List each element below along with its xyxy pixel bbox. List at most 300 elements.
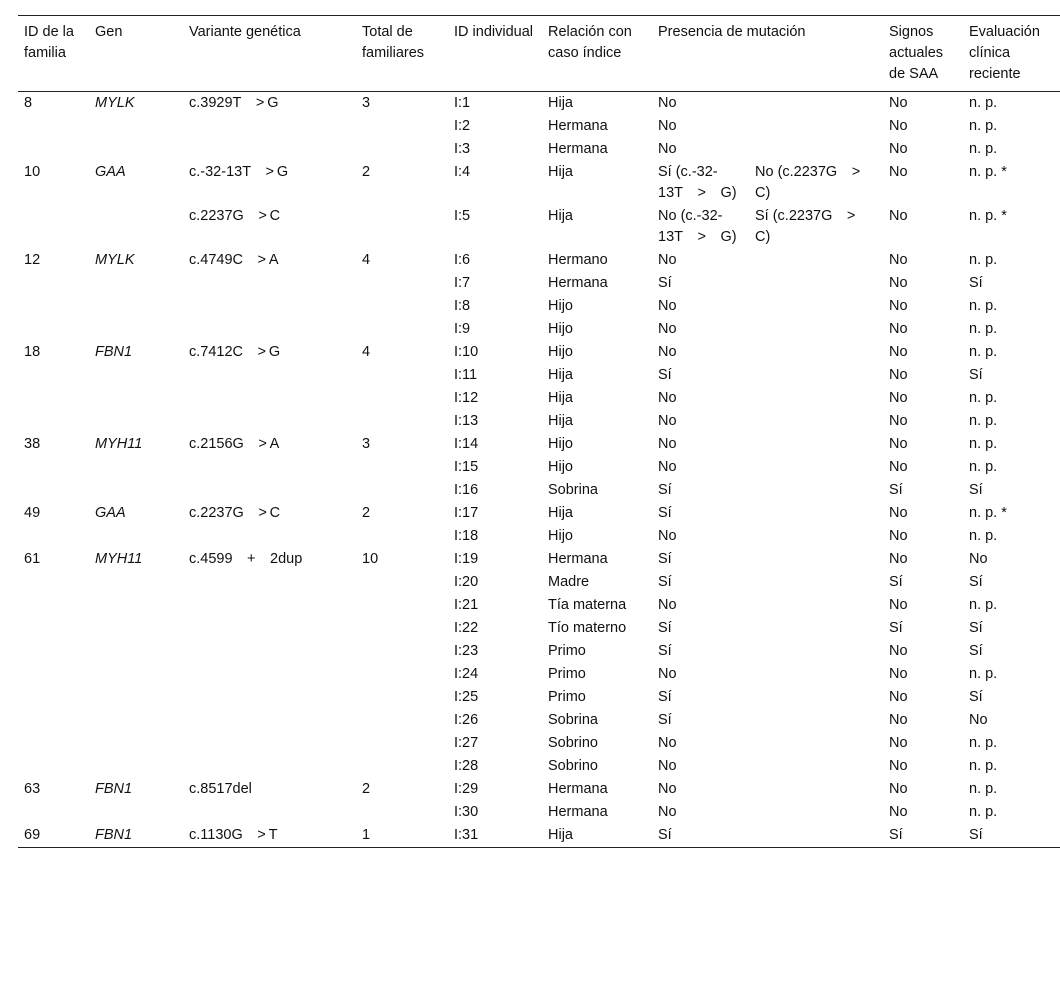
cell-variant: [183, 295, 356, 318]
cell-signs: No: [889, 321, 908, 337]
cell-total-relatives: 2: [362, 781, 371, 797]
cell-variant: [183, 387, 356, 410]
cell-mutation-second: [749, 617, 883, 640]
cell-total-relatives: 10: [362, 551, 379, 567]
table-row: [18, 824, 1060, 848]
cell-family-id: [18, 686, 89, 709]
cell-mutation: Sí: [658, 551, 672, 567]
cell-mutation-second: [749, 115, 883, 138]
table-row: [18, 92, 1060, 116]
cell-mutation: No: [658, 344, 677, 360]
cell-signs: No: [889, 275, 908, 291]
cell-gene: MYH11: [95, 436, 143, 452]
cell-mutation: No: [658, 390, 677, 406]
cell-evaluation: n. p.: [969, 252, 998, 268]
table-row: [18, 548, 1060, 571]
cell-relation: Hijo: [548, 344, 573, 360]
cell-relation: Hija: [548, 95, 573, 111]
cell-mutation-second: [749, 755, 883, 778]
cell-relation: Hija: [548, 208, 573, 224]
header-total-relatives: Total de familiares: [362, 24, 425, 61]
cell-mutation: No: [658, 758, 677, 774]
cell-mutation-second: [749, 709, 883, 732]
header-gene: Gen: [95, 24, 123, 40]
cell-family-id: [18, 295, 89, 318]
cell-signs: No: [889, 252, 908, 268]
cell-family-id: [18, 272, 89, 295]
cell-mutation: No: [658, 413, 677, 429]
cell-evaluation: n. p.: [969, 141, 998, 157]
cell-individual-id: I:13: [454, 413, 479, 429]
table-row: [18, 115, 1060, 138]
cell-evaluation: Sí: [969, 367, 983, 383]
cell-individual-id: I:23: [454, 643, 479, 659]
cell-evaluation: n. p.: [969, 436, 998, 452]
cell-gene: [89, 709, 183, 732]
cell-variant: [183, 755, 356, 778]
table-body: [18, 92, 1060, 848]
cell-total-relatives: 4: [362, 252, 371, 268]
cell-variant: [183, 272, 356, 295]
cell-signs: No: [889, 735, 908, 751]
cell-gene: [89, 364, 183, 387]
cell-family-id: 61: [24, 551, 41, 567]
cell-mutation-second: [749, 502, 883, 525]
cell-variant: [183, 686, 356, 709]
cell-family-id: 49: [24, 505, 41, 521]
cell-gene: [89, 594, 183, 617]
cell-total-relatives: [356, 594, 448, 617]
header-row: [18, 16, 1060, 92]
cell-evaluation: Sí: [969, 827, 983, 843]
cell-variant: c.8517del: [189, 781, 252, 797]
cell-relation: Hija: [548, 413, 573, 429]
cell-variant: [183, 479, 356, 502]
cell-family-id: [18, 663, 89, 686]
cell-total-relatives: [356, 479, 448, 502]
table-row: [18, 778, 1060, 801]
cell-variant: [183, 663, 356, 686]
cell-total-relatives: [356, 410, 448, 433]
cell-mutation-second: [749, 272, 883, 295]
cell-individual-id: I:18: [454, 528, 479, 544]
table-row: [18, 272, 1060, 295]
cell-mutation-second: [749, 341, 883, 364]
cell-signs: Sí: [889, 620, 903, 636]
cell-evaluation: n. p. *: [969, 164, 1007, 180]
cell-total-relatives: [356, 571, 448, 594]
cell-individual-id: I:7: [454, 275, 471, 291]
table-row: [18, 161, 1060, 205]
cell-evaluation: Sí: [969, 643, 983, 659]
cell-individual-id: I:2: [454, 118, 471, 134]
cell-mutation-second: [749, 801, 883, 824]
cell-total-relatives: 3: [362, 95, 371, 111]
cell-mutation: Sí: [658, 620, 672, 636]
cell-family-id: [18, 617, 89, 640]
cell-signs: Sí: [889, 574, 903, 590]
cell-family-id: [18, 138, 89, 161]
cell-family-id: 69: [24, 827, 41, 843]
cell-gene: [89, 318, 183, 341]
cell-evaluation: n. p.: [969, 298, 998, 314]
cell-variant: [183, 410, 356, 433]
cell-relation: Hermana: [548, 141, 608, 157]
table-row: [18, 433, 1060, 456]
cell-individual-id: I:28: [454, 758, 479, 774]
header-signs: Signos actuales de SAA: [889, 24, 944, 82]
cell-individual-id: I:6: [454, 252, 471, 268]
cell-mutation: No: [658, 528, 677, 544]
cell-variant: [183, 801, 356, 824]
cell-total-relatives: [356, 617, 448, 640]
cell-individual-id: I:19: [454, 551, 479, 567]
cell-relation: Hijo: [548, 436, 573, 452]
cell-relation: Hijo: [548, 298, 573, 314]
cell-mutation-second: [749, 594, 883, 617]
cell-relation: Hermana: [548, 551, 608, 567]
cell-individual-id: I:22: [454, 620, 479, 636]
cell-individual-id: I:15: [454, 459, 479, 475]
cell-relation: Hija: [548, 367, 573, 383]
cell-gene: GAA: [95, 505, 126, 521]
cell-individual-id: I:5: [454, 208, 471, 224]
cell-family-id: [18, 318, 89, 341]
cell-mutation: Sí (c.-32-13T > G): [658, 164, 737, 201]
cell-gene: FBN1: [95, 781, 133, 797]
table-row: [18, 205, 1060, 249]
cell-mutation-second: [749, 525, 883, 548]
cell-mutation: Sí: [658, 712, 672, 728]
table-row: [18, 318, 1060, 341]
cell-total-relatives: [356, 732, 448, 755]
cell-mutation: Sí: [658, 275, 672, 291]
cell-mutation-second: [749, 479, 883, 502]
cell-evaluation: n. p.: [969, 758, 998, 774]
cell-family-id: [18, 387, 89, 410]
cell-individual-id: I:31: [454, 827, 479, 843]
cell-signs: No: [889, 298, 908, 314]
cell-variant: c.4599 + 2dup: [189, 551, 303, 567]
cell-family-id: [18, 525, 89, 548]
cell-mutation: Sí: [658, 505, 672, 521]
header-evaluation: Evaluación clínica reciente: [969, 24, 1040, 82]
table-row: [18, 801, 1060, 824]
cell-signs: No: [889, 505, 908, 521]
cell-gene: [89, 801, 183, 824]
cell-family-id: [18, 755, 89, 778]
cell-total-relatives: [356, 295, 448, 318]
table-row: [18, 594, 1060, 617]
cell-mutation: No: [658, 118, 677, 134]
cell-individual-id: I:17: [454, 505, 479, 521]
cell-evaluation: Sí: [969, 275, 983, 291]
cell-variant: [183, 456, 356, 479]
cell-evaluation: Sí: [969, 574, 983, 590]
cell-total-relatives: [356, 663, 448, 686]
cell-evaluation: n. p.: [969, 459, 998, 475]
cell-mutation-second: [749, 92, 883, 116]
cell-individual-id: I:21: [454, 597, 479, 613]
cell-total-relatives: [356, 115, 448, 138]
cell-family-id: 38: [24, 436, 41, 452]
cell-family-id: [18, 732, 89, 755]
cell-relation: Madre: [548, 574, 590, 590]
cell-individual-id: I:30: [454, 804, 479, 820]
cell-individual-id: I:10: [454, 344, 479, 360]
cell-family-id: 12: [24, 252, 41, 268]
cell-total-relatives: 2: [362, 164, 371, 180]
cell-family-id: [18, 594, 89, 617]
cell-signs: No: [889, 413, 908, 429]
cell-signs: No: [889, 781, 908, 797]
cell-mutation: No: [658, 141, 677, 157]
cell-family-id: [18, 571, 89, 594]
table-row: [18, 387, 1060, 410]
table-row: [18, 709, 1060, 732]
cell-mutation: No: [658, 597, 677, 613]
cell-family-id: 10: [24, 164, 41, 180]
cell-individual-id: I:4: [454, 164, 471, 180]
table-row: [18, 732, 1060, 755]
cell-evaluation: n. p.: [969, 666, 998, 682]
table-row: [18, 525, 1060, 548]
cell-mutation-second: [749, 387, 883, 410]
cell-family-id: [18, 456, 89, 479]
cell-signs: No: [889, 141, 908, 157]
cell-mutation: No: [658, 781, 677, 797]
cell-total-relatives: [356, 801, 448, 824]
cell-evaluation: n. p. *: [969, 208, 1007, 224]
cell-mutation-second: [749, 456, 883, 479]
cell-family-id: [18, 709, 89, 732]
cell-relation: Hija: [548, 827, 573, 843]
cell-evaluation: n. p.: [969, 597, 998, 613]
cell-individual-id: I:11: [454, 367, 478, 383]
cell-mutation: No: [658, 95, 677, 111]
cell-individual-id: I:24: [454, 666, 479, 682]
cell-evaluation: n. p.: [969, 735, 998, 751]
cell-individual-id: I:8: [454, 298, 471, 314]
cell-total-relatives: [356, 318, 448, 341]
cell-mutation-second: [749, 410, 883, 433]
cell-mutation-second: [749, 295, 883, 318]
cell-total-relatives: [356, 755, 448, 778]
table-row: [18, 640, 1060, 663]
cell-relation: Primo: [548, 666, 586, 682]
cell-family-id: [18, 640, 89, 663]
cell-gene: MYH11: [95, 551, 143, 567]
cell-evaluation: n. p.: [969, 804, 998, 820]
cell-mutation-second: [749, 571, 883, 594]
cell-relation: Tío materno: [548, 620, 627, 636]
table-row: [18, 341, 1060, 364]
header-individual-id: ID individual: [454, 24, 533, 40]
cell-signs: No: [889, 164, 908, 180]
cell-mutation: Sí: [658, 367, 672, 383]
cell-relation: Hija: [548, 505, 573, 521]
cell-evaluation: n. p. *: [969, 505, 1007, 521]
cell-mutation-second: [749, 824, 883, 848]
cell-mutation-second: [749, 686, 883, 709]
cell-signs: No: [889, 551, 908, 567]
cell-evaluation: n. p.: [969, 95, 998, 111]
table-row: [18, 686, 1060, 709]
cell-mutation-second: [749, 548, 883, 571]
cell-variant: c.2237G > C: [189, 505, 281, 521]
header-mutation: Presencia de mutación: [658, 24, 806, 40]
cell-signs: No: [889, 118, 908, 134]
cell-mutation: No (c.-32-13T > G): [658, 208, 737, 245]
cell-signs: No: [889, 597, 908, 613]
cell-individual-id: I:16: [454, 482, 479, 498]
cell-gene: [89, 479, 183, 502]
cell-mutation: No: [658, 735, 677, 751]
cell-total-relatives: 1: [362, 827, 371, 843]
table-row: [18, 456, 1060, 479]
table-row: [18, 295, 1060, 318]
table-row: [18, 617, 1060, 640]
cell-gene: [89, 640, 183, 663]
cell-individual-id: I:12: [454, 390, 479, 406]
cell-signs: Sí: [889, 827, 903, 843]
table-row: [18, 502, 1060, 525]
cell-variant: c.4749C > A: [189, 252, 279, 268]
cell-variant: [183, 617, 356, 640]
cell-individual-id: I:20: [454, 574, 479, 590]
table-row: [18, 138, 1060, 161]
cell-gene: [89, 387, 183, 410]
cell-individual-id: I:1: [454, 95, 471, 111]
cell-signs: No: [889, 528, 908, 544]
cell-signs: No: [889, 689, 908, 705]
table-row: [18, 410, 1060, 433]
cell-evaluation: n. p.: [969, 321, 998, 337]
cell-evaluation: n. p.: [969, 118, 998, 134]
cell-signs: No: [889, 95, 908, 111]
cell-mutation: Sí: [658, 689, 672, 705]
header-variant: Variante genética: [189, 24, 301, 40]
cell-gene: FBN1: [95, 827, 133, 843]
cell-signs: No: [889, 367, 908, 383]
cell-individual-id: I:3: [454, 141, 471, 157]
cell-signs: Sí: [889, 482, 903, 498]
cell-relation: Hija: [548, 164, 573, 180]
cell-mutation: No: [658, 321, 677, 337]
cell-family-id: [18, 479, 89, 502]
cell-variant: [183, 138, 356, 161]
cell-signs: No: [889, 436, 908, 452]
cell-gene: MYLK: [95, 252, 135, 268]
cell-relation: Hermana: [548, 275, 608, 291]
cell-family-id: 18: [24, 344, 41, 360]
cell-gene: [89, 571, 183, 594]
cell-signs: No: [889, 643, 908, 659]
family-mutation-table: [18, 15, 1060, 848]
cell-signs: No: [889, 712, 908, 728]
cell-individual-id: I:25: [454, 689, 479, 705]
table-row: [18, 571, 1060, 594]
cell-evaluation: n. p.: [969, 390, 998, 406]
cell-relation: Hijo: [548, 321, 573, 337]
cell-individual-id: I:27: [454, 735, 479, 751]
table-row: [18, 479, 1060, 502]
cell-evaluation: n. p.: [969, 781, 998, 797]
cell-total-relatives: [356, 709, 448, 732]
cell-evaluation: n. p.: [969, 344, 998, 360]
cell-total-relatives: [356, 456, 448, 479]
table-row: [18, 663, 1060, 686]
cell-family-id: [18, 205, 89, 249]
cell-variant: c.3929T > G: [189, 95, 279, 111]
cell-mutation: No: [658, 298, 677, 314]
cell-relation: Hermana: [548, 118, 608, 134]
cell-gene: [89, 205, 183, 249]
cell-mutation: Sí: [658, 827, 672, 843]
cell-total-relatives: [356, 525, 448, 548]
cell-signs: No: [889, 666, 908, 682]
cell-relation: Hermana: [548, 804, 608, 820]
cell-evaluation: No: [969, 712, 988, 728]
cell-gene: [89, 410, 183, 433]
table-row: [18, 249, 1060, 272]
cell-signs: No: [889, 459, 908, 475]
cell-gene: GAA: [95, 164, 126, 180]
cell-variant: [183, 571, 356, 594]
cell-family-id: [18, 410, 89, 433]
cell-variant: c.2156G > A: [189, 436, 280, 452]
cell-individual-id: I:14: [454, 436, 479, 452]
cell-variant: [183, 115, 356, 138]
cell-evaluation: Sí: [969, 482, 983, 498]
table-row: [18, 364, 1060, 387]
cell-mutation-second: [749, 364, 883, 387]
cell-mutation: No: [658, 459, 677, 475]
cell-gene: [89, 138, 183, 161]
cell-relation: Hermano: [548, 252, 608, 268]
table-header: [18, 16, 1060, 92]
cell-relation: Tía materna: [548, 597, 627, 613]
cell-total-relatives: 2: [362, 505, 371, 521]
cell-relation: Hermana: [548, 781, 608, 797]
cell-family-id: 8: [24, 95, 33, 111]
cell-mutation: Sí: [658, 482, 672, 498]
cell-signs: No: [889, 208, 908, 224]
cell-family-id: [18, 801, 89, 824]
cell-evaluation: No: [969, 551, 988, 567]
cell-gene: [89, 272, 183, 295]
cell-gene: [89, 755, 183, 778]
cell-mutation-second: [749, 433, 883, 456]
cell-relation: Hija: [548, 390, 573, 406]
cell-gene: MYLK: [95, 95, 135, 111]
cell-individual-id: I:29: [454, 781, 479, 797]
cell-variant: [183, 318, 356, 341]
header-relation: Relación con caso índice: [548, 24, 632, 61]
cell-family-id: [18, 364, 89, 387]
cell-signs: No: [889, 804, 908, 820]
cell-gene: [89, 295, 183, 318]
cell-family-id: [18, 115, 89, 138]
cell-family-id: 63: [24, 781, 41, 797]
cell-signs: No: [889, 758, 908, 774]
cell-relation: Hijo: [548, 459, 573, 475]
cell-total-relatives: [356, 364, 448, 387]
cell-individual-id: I:26: [454, 712, 479, 728]
cell-gene: [89, 456, 183, 479]
cell-individual-id: I:9: [454, 321, 471, 337]
cell-relation: Primo: [548, 689, 586, 705]
